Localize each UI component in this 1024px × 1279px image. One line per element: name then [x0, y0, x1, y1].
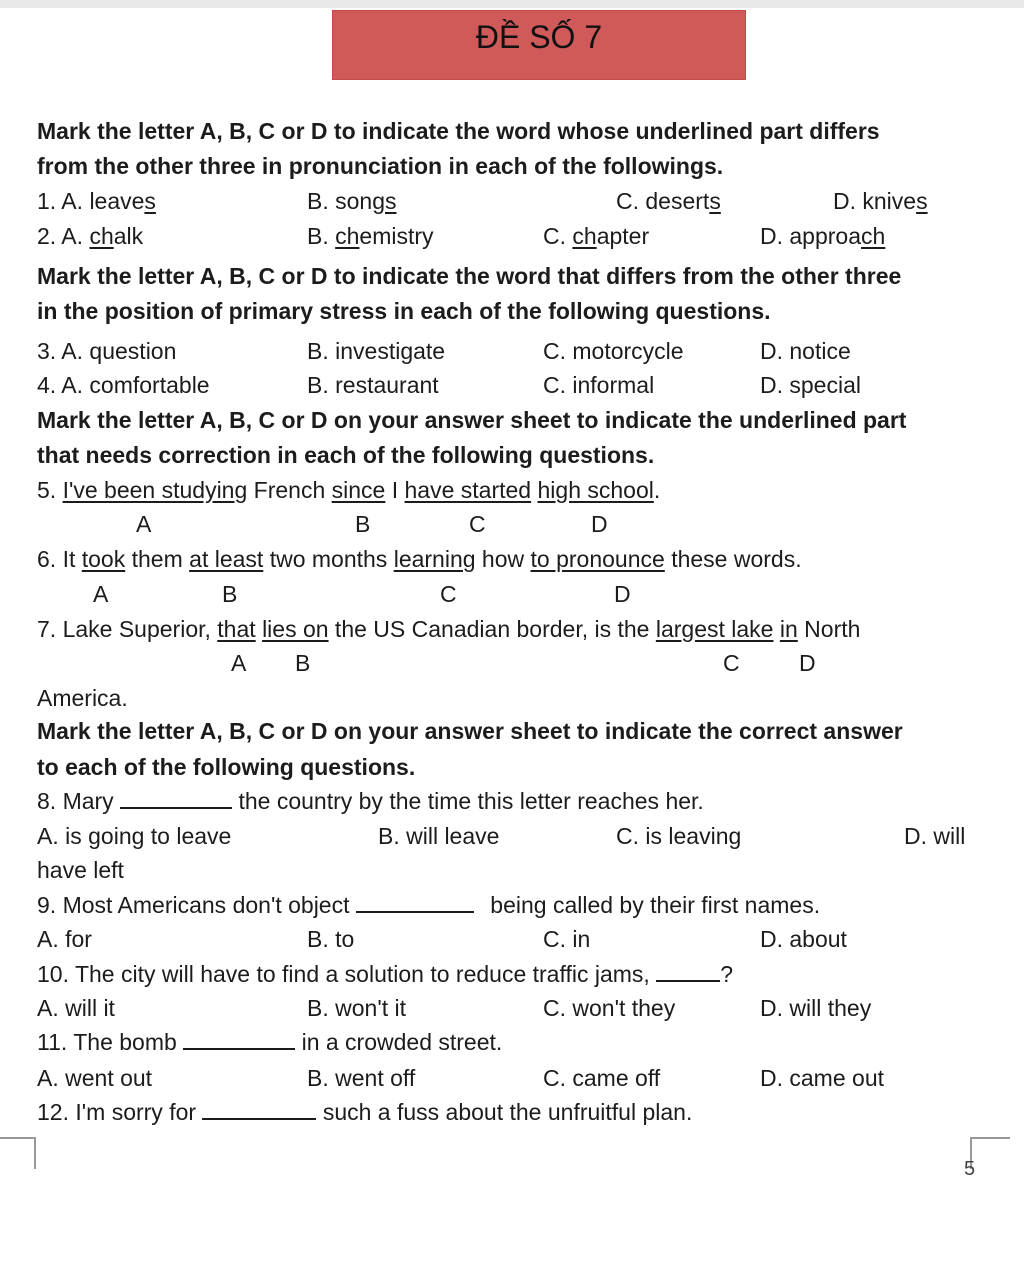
q1-option-d: D. knives [833, 188, 928, 214]
q2-option-a: 2. A. chalk [37, 223, 144, 249]
q11-option-b: B. went off [307, 1065, 416, 1091]
section1-instruction-line1: Mark the letter A, B, C or D to indicate the word whose underlined part differs [37, 118, 880, 144]
q4-option-b: B. restaurant [307, 372, 439, 398]
q5-label-d: D [591, 511, 608, 537]
q8-option-d-continued: have left [37, 857, 124, 883]
q10-blank [656, 962, 720, 982]
q7-label-c: C [723, 650, 740, 676]
q5-label-c: C [469, 511, 486, 537]
q1-option-a: 1. A. leaves [37, 188, 156, 214]
page-number: 5 [964, 1158, 976, 1180]
q9-option-c: C. in [543, 926, 591, 952]
section2-instruction-line2: in the position of primary stress in each of the following questions. [37, 298, 771, 324]
exam-title-banner [332, 10, 746, 80]
q4-option-c: C. informal [543, 372, 655, 398]
q10-option-d: D. will they [760, 995, 872, 1021]
q11-stem: 11. The bomb in a crowded street. [37, 1029, 503, 1055]
q6-label-b: B [222, 581, 238, 607]
q10-option-c: C. won't they [543, 995, 676, 1021]
q9-blank [356, 893, 474, 913]
q5-label-a: A [136, 511, 152, 537]
q10-option-a: A. will it [37, 995, 115, 1021]
page-corner-mark-left [0, 1137, 36, 1169]
q12-stem: 12. I'm sorry for such a fuss about the unfruitful plan. [37, 1099, 693, 1125]
q11-option-a: A. went out [37, 1065, 153, 1091]
q3-option-b: B. investigate [307, 338, 446, 364]
exam-title: ĐỀ SỐ 7 [475, 19, 603, 55]
q2-option-c: C. chapter [543, 223, 650, 249]
q6-label-a: A [93, 581, 109, 607]
q9-option-b: B. to [307, 926, 355, 952]
q6-sentence: 6. It took them at least two months learning how to pronounce these words. [37, 546, 802, 572]
section4-instruction-line1: Mark the letter A, B, C or D on your answer sheet to indicate the correct answer [37, 718, 903, 744]
q8-option-d: D. will [904, 823, 966, 849]
q8-option-a: A. is going to leave [37, 823, 232, 849]
q1-option-b: B. songs [307, 188, 397, 214]
q7-label-b: B [295, 650, 311, 676]
q6-label-c: C [440, 581, 457, 607]
q12-blank [202, 1100, 316, 1120]
q11-option-c: C. came off [543, 1065, 661, 1091]
q7-sentence-continued: America. [37, 685, 128, 711]
q8-stem: 8. Mary the country by the time this letter reaches her. [37, 788, 704, 814]
section3-instruction-line2: that needs correction in each of the following questions. [37, 442, 655, 468]
q7-sentence: 7. Lake Superior, that lies on the US Canadian border, is the largest lake in North [37, 616, 861, 642]
section4-instruction-line2: to each of the following questions. [37, 754, 416, 780]
q9-option-d: D. about [760, 926, 847, 952]
page-corner-mark-right [970, 1137, 1010, 1169]
q9-stem: 9. Most Americans don't object being called by their first names. [37, 892, 821, 918]
q2-option-b: B. chemistry [307, 223, 434, 249]
q3-option-d: D. notice [760, 338, 851, 364]
q3-option-c: C. motorcycle [543, 338, 684, 364]
q10-stem: 10. The city will have to find a solution to reduce traffic jams, ? [37, 961, 733, 987]
q9-option-a: A. for [37, 926, 92, 952]
q1-option-c: C. deserts [616, 188, 721, 214]
q8-blank [120, 789, 232, 809]
q11-option-d: D. came out [760, 1065, 884, 1091]
q3-option-a: 3. A. question [37, 338, 177, 364]
q11-blank [183, 1030, 295, 1050]
q4-option-d: D. special [760, 372, 861, 398]
section2-instruction-line1: Mark the letter A, B, C or D to indicate the word that differs from the other three [37, 263, 902, 289]
section1-instruction-line2: from the other three in pronunciation in each of the followings. [37, 153, 724, 179]
q4-option-a: 4. A. comfortable [37, 372, 210, 398]
q5-sentence: 5. I've been studying French since I have started high school. [37, 477, 661, 503]
top-strip [0, 0, 1024, 8]
q7-label-a: A [231, 650, 247, 676]
q2-option-d: D. approach [760, 223, 886, 249]
q6-label-d: D [614, 581, 631, 607]
q7-label-d: D [799, 650, 816, 676]
q8-option-c: C. is leaving [616, 823, 742, 849]
q10-option-b: B. won't it [307, 995, 406, 1021]
q5-label-b: B [355, 511, 371, 537]
section3-instruction-line1: Mark the letter A, B, C or D on your answer sheet to indicate the underlined part [37, 407, 907, 433]
q8-option-b: B. will leave [378, 823, 500, 849]
